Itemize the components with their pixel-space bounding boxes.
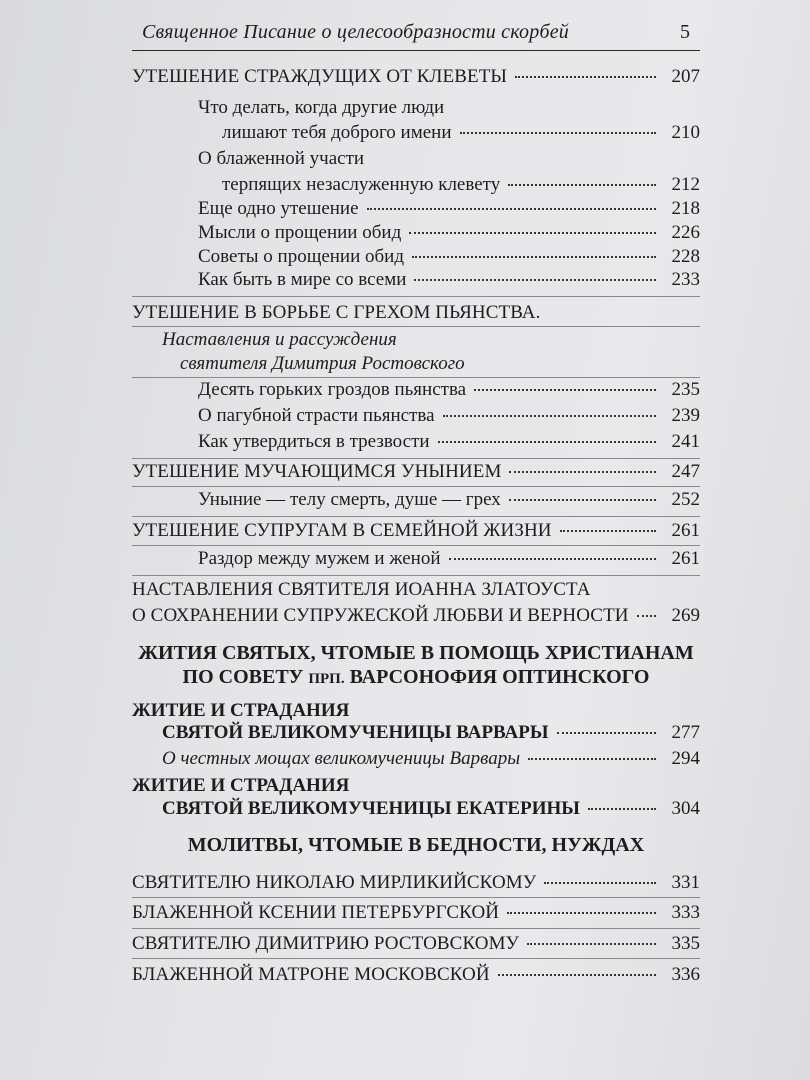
section-divider bbox=[132, 575, 700, 576]
toc-prayer-nicholas[interactable]: СВЯТИТЕЛЮ НИКОЛАЮ МИРЛИКИЙСКОМУ 331 bbox=[132, 872, 700, 893]
section-divider bbox=[132, 958, 700, 959]
toc-subentry[interactable]: Как утвердиться в трезвости 241 bbox=[198, 431, 700, 452]
section-divider bbox=[132, 458, 700, 459]
toc-subentry[interactable]: Советы о прощении обид 228 bbox=[198, 246, 700, 267]
part-heading: МОЛИТВЫ, ЧТОМЫЕ В БЕДНОСТИ, НУЖДАХ bbox=[187, 834, 645, 856]
toc-entry-chrysostom-line[interactable]: НАСТАВЛЕНИЯ СВЯТИТЕЛЯ ИОАННА ЗЛАТОУСТА bbox=[132, 579, 591, 600]
toc-entry-drunkenness[interactable]: УТЕШЕНИЕ В БОРЬБЕ С ГРЕХОМ ПЬЯНСТВА. bbox=[132, 302, 541, 323]
toc-prayer-matrona[interactable]: БЛАЖЕННОЙ МАТРОНЕ МОСКОВСКОЙ 336 bbox=[132, 964, 700, 985]
toc-entry-spouses[interactable]: УТЕШЕНИЕ СУПРУГАМ В СЕМЕЙНОЙ ЖИЗНИ 261 bbox=[132, 520, 700, 541]
toc-entry-catherine-line[interactable]: ЖИТИЕ И СТРАДАНИЯ bbox=[132, 775, 350, 796]
section-divider bbox=[132, 296, 700, 297]
section-divider bbox=[132, 928, 700, 929]
toc-entry-barbara[interactable]: СВЯТОЙ ВЕЛИКОМУЧЕНИЦЫ ВАРВАРЫ 277 bbox=[162, 722, 700, 743]
toc-subentry-line: Что делать, когда другие люди bbox=[198, 97, 445, 118]
toc-entry-slander[interactable]: УТЕШЕНИЕ СТРАЖДУЩИХ ОТ КЛЕВЕТЫ 207 bbox=[132, 66, 700, 87]
leader-dots bbox=[515, 76, 656, 78]
part-heading-line2: ПО СОВЕТУ ПРП. ВАРСОНОФИЯ ОПТИНСКОГО bbox=[182, 666, 650, 688]
toc-entry-despondency[interactable]: УТЕШЕНИЕ МУЧАЮЩИМСЯ УНЫНИЕМ 247 bbox=[132, 461, 700, 482]
toc-subentry[interactable]: Еще одно утешение 218 bbox=[198, 198, 700, 219]
toc-entry-chrysostom[interactable]: О СОХРАНЕНИИ СУПРУЖЕСКОЙ ЛЮБВИ И ВЕРНОСТИ 269 bbox=[132, 605, 700, 626]
running-header bbox=[132, 14, 700, 51]
toc-subentry[interactable]: Десять горьких гроздов пьянства 235 bbox=[198, 379, 700, 400]
toc-subentry[interactable]: Уныние — телу смерть, душе — грех 252 bbox=[198, 489, 700, 510]
section-divider bbox=[132, 516, 700, 517]
toc-entry-catherine[interactable]: СВЯТОЙ ВЕЛИКОМУЧЕНИЦЫ ЕКАТЕРИНЫ 304 bbox=[162, 798, 700, 819]
toc-entry-barbara-line[interactable]: ЖИТИЕ И СТРАДАНИЯ bbox=[132, 700, 350, 721]
toc-subentry-relics[interactable]: О честных мощах великомученицы Варвары 294 bbox=[162, 748, 700, 769]
section-divider bbox=[132, 486, 700, 487]
toc-subentry[interactable]: Как быть в мире со всеми 233 bbox=[198, 269, 700, 290]
section-divider bbox=[132, 545, 700, 546]
toc-subentry[interactable]: О пагубной страсти пьянства 239 bbox=[198, 405, 700, 426]
running-title: Священное Писание о целесообразности скорбей bbox=[142, 21, 569, 43]
toc-prayer-dimitry[interactable]: СВЯТИТЕЛЮ ДИМИТРИЮ РОСТОВСКОМУ 335 bbox=[132, 933, 700, 954]
page-number: 5 bbox=[680, 21, 690, 43]
toc-prayer-xenia[interactable]: БЛАЖЕННОЙ КСЕНИИ ПЕТЕРБУРГСКОЙ 333 bbox=[132, 902, 700, 923]
section-divider bbox=[132, 897, 700, 898]
section-divider bbox=[132, 377, 700, 378]
part-heading: ЖИТИЯ СВЯТЫХ, ЧТОМЫЕ В ПОМОЩЬ ХРИСТИАНАМ bbox=[138, 642, 694, 664]
toc-subentry[interactable]: Раздор между мужем и женой 261 bbox=[198, 548, 700, 569]
toc-subentry[interactable]: терпящих незаслуженную клевету 212 bbox=[222, 174, 700, 195]
toc-subentry-line: О блаженной участи bbox=[198, 148, 365, 169]
toc-subentry[interactable]: лишают тебя доброго имени 210 bbox=[222, 122, 700, 143]
toc-note-line: Наставления и рассуждения bbox=[162, 329, 397, 350]
section-divider bbox=[132, 326, 700, 327]
toc-note-line: святителя Димитрия Ростовского bbox=[180, 353, 465, 374]
toc-subentry[interactable]: Мысли о прощении обид 226 bbox=[198, 222, 700, 243]
